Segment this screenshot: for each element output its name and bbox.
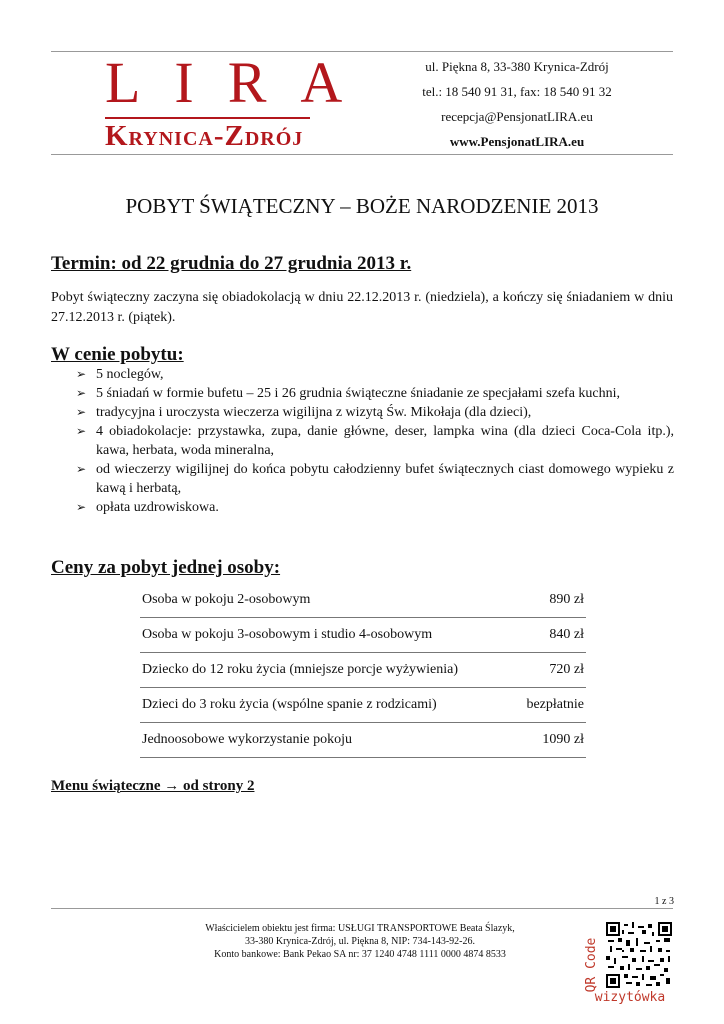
table-row — [140, 618, 586, 653]
logo-sub-text: Krynica-Zdrój — [105, 120, 304, 152]
price-label: Dzieci do 3 roku życia (wspólne spanie z rodzicami) — [142, 697, 437, 712]
table-row — [140, 723, 586, 758]
list-item: ➢ tradycyjna i uroczysta wieczerza wigilijna z wizytą Św. Mikołaja (dla dzieci), — [76, 405, 532, 420]
arrow-bullet-icon: ➢ — [76, 424, 87, 438]
list-item: ➢ od wieczerzy wigilijnej do końca pobytu całodzienny bufet świątecznych ciast domowego wypieku z kawą i herbatą, — [76, 462, 674, 496]
footer-address: 33-380 Krynica-Zdrój, ul. Piękna 8, NIP: 734-143-92-26. — [245, 936, 475, 947]
prices-heading: Ceny za pobyt jednej osoby: — [51, 557, 281, 578]
arrow-bullet-icon: ➢ — [76, 500, 87, 514]
price-value: 890 zł — [549, 592, 584, 607]
arrow-bullet-icon: ➢ — [76, 386, 87, 400]
price-label: Jednoosobowe wykorzystanie pokoju — [142, 732, 352, 747]
qr-code-label: QR Code — [584, 937, 599, 993]
table-row — [140, 583, 586, 618]
page-title: POBYT ŚWIĄTECZNY – BOŻE NARODZENIE 2013 — [125, 194, 599, 218]
header-bottom-rule — [51, 154, 673, 155]
list-item: ➢ 4 obiadokolacje: przystawka, zupa, danie główne, deser, lampka wina (dla dzieci Coca-Cola itp.), kawa, herbata, woda mineralna, — [76, 424, 674, 458]
contact-website[interactable]: www.PensjonatLIRA.eu — [449, 134, 585, 149]
footer-bank: Konto bankowe: Bank Pekao SA nr: 37 1240 4748 1111 0000 4874 8533 — [214, 949, 506, 960]
arrow-bullet-icon: ➢ — [76, 405, 87, 419]
qr-code-icon[interactable] — [606, 922, 672, 988]
footer-rule — [51, 908, 673, 909]
contact-email[interactable]: recepcja@PensjonatLIRA.eu — [441, 109, 593, 124]
page-number: 1 z 3 — [654, 896, 674, 907]
table-row — [140, 688, 586, 723]
list-item: ➢ opłata uzdrowiskowa. — [76, 500, 219, 515]
contact-phone: tel.: 18 540 91 31, fax: 18 540 91 32 — [422, 84, 612, 99]
qr-card-label: wizytówka — [594, 990, 666, 1005]
list-item: ➢ 5 noclegów, — [76, 367, 164, 382]
included-heading: W cenie pobytu: — [51, 344, 184, 365]
menu-link[interactable]: Menu świąteczne → od strony 2 — [51, 778, 255, 794]
included-list — [76, 365, 674, 517]
price-label: Osoba w pokoju 3-osobowym i studio 4-osobowym — [142, 627, 433, 642]
price-label: Dziecko do 12 roku życia (mniejsze porcje wyżywienia) — [142, 662, 459, 677]
arrow-bullet-icon: ➢ — [76, 462, 87, 476]
term-text: Pobyt świąteczny zaczyna się obiadokolacją w dniu 22.12.2013 r. (niedziela), a kończy się śniadaniem w dniu 27.12.2013 r. (piątek). — [51, 290, 673, 325]
price-value: 840 zł — [549, 627, 584, 642]
term-heading: Termin: od 22 grudnia do 27 grudnia 2013 r. — [51, 253, 412, 274]
price-value: bezpłatnie — [526, 697, 584, 712]
arrow-bullet-icon: ➢ — [76, 367, 87, 381]
price-value: 1090 zł — [542, 732, 584, 747]
price-value: 720 zł — [549, 662, 584, 677]
table-row — [140, 653, 586, 688]
price-label: Osoba w pokoju 2-osobowym — [142, 592, 311, 607]
contact-address: ul. Piękna 8, 33-380 Krynica-Zdrój — [425, 59, 609, 74]
logo-main-text: LIRA — [105, 50, 377, 115]
prices-table — [140, 583, 586, 758]
footer-owner: Właścicielem obiektu jest firma: USŁUGI TRANSPORTOWE Beata Ślazyk, — [205, 923, 515, 934]
list-item: ➢ 5 śniadań w formie bufetu – 25 i 26 grudnia świąteczne śniadanie ze specjałami szefa kuchni, — [76, 386, 621, 401]
